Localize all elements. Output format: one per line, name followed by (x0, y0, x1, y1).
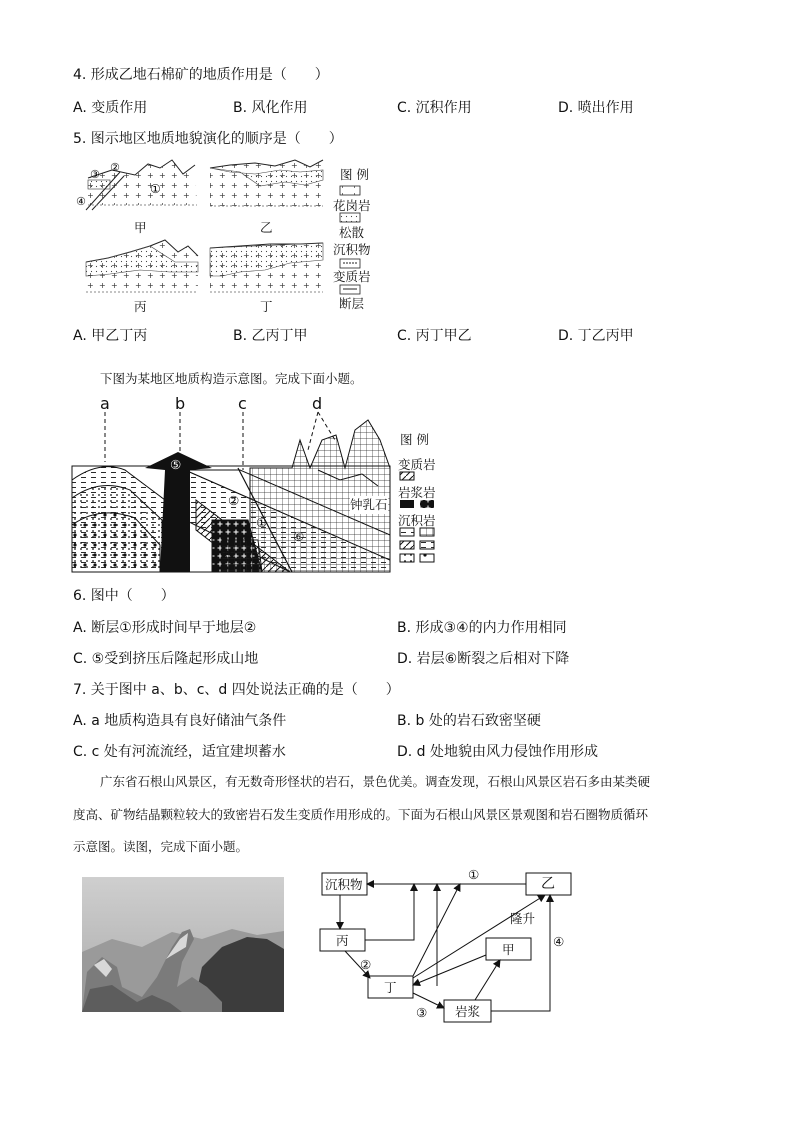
point-d: d (312, 394, 323, 413)
cycle-mark-1: ① (468, 867, 480, 882)
q6-option-b[interactable]: B. 形成③④的内力作用相同 (397, 620, 567, 636)
q5-option-b[interactable]: B. 乙丙丁甲 (233, 328, 308, 344)
q5-option-c[interactable]: C. 丙丁甲乙 (397, 328, 472, 344)
cycle-mark-4: ④ (553, 934, 565, 949)
q7-option-c[interactable]: C. c 处有河流流经，适宜建坝蓄水 (73, 744, 286, 760)
panel-label-yi: 乙 (260, 220, 273, 235)
q5-legend-fault: 断层 (339, 296, 365, 311)
mark-4: ④ (224, 546, 236, 561)
q6-option-a[interactable]: A. 断层①形成时间早于地层② (73, 620, 257, 636)
section3-intro-line1: 广东省石根山风景区，有无数奇形怪状的岩石，景色优美。调查发现，石根山风景区岩石多由某类硬 (100, 774, 651, 789)
q7-option-d[interactable]: D. d 处地貌由风力侵蚀作用形成 (397, 744, 599, 760)
point-a: a (100, 394, 110, 413)
mark-6: ⑥ (293, 529, 305, 544)
jia-mark-1: ① (150, 182, 161, 196)
panel-label-ding: 丁 (260, 299, 273, 314)
q4-option-b[interactable]: B. 风化作用 (233, 100, 308, 116)
q5-legend-loose: 松散 (339, 225, 365, 240)
cycle-magma: 岩浆 (455, 1004, 481, 1019)
section3-intro-line2: 度高、矿物结晶颗粒较大的致密岩石发生变质作用形成的。下面为石根山风景区景观图和岩石圈物质循环 (73, 807, 649, 822)
panel-label-bing: 丙 (134, 299, 147, 314)
point-b: b (175, 394, 186, 413)
cycle-sediment: 沉积物 (325, 877, 363, 892)
q4-option-a[interactable]: A. 变质作用 (73, 100, 148, 116)
q6-option-d[interactable]: D. 岩层⑥断裂之后相对下降 (397, 651, 570, 667)
legend-metamorphic: 变质岩 (398, 457, 436, 472)
cycle-uplift: 隆升 (510, 911, 536, 926)
q5-legend-metamorphic: 变质岩 (333, 269, 371, 284)
q4-option-d[interactable]: D. 喷出作用 (558, 100, 634, 116)
panel-label-jia: 甲 (134, 220, 147, 235)
cycle-mark-3: ③ (416, 1005, 428, 1020)
section2-intro: 下图为某地区地质构造示意图。完成下面小题。 (100, 371, 363, 386)
legend-igneous: 岩浆岩 (398, 485, 436, 500)
q6-stem: 6. 图中（ ） (73, 588, 175, 604)
mark-5: ⑤ (170, 457, 182, 472)
diagram-legend-title: 图 例 (400, 432, 429, 447)
mark-3: ③ (240, 533, 252, 548)
cycle-jia: 甲 (502, 942, 515, 957)
mark-1: ① (256, 515, 268, 530)
q5-option-a[interactable]: A. 甲乙丁丙 (73, 328, 148, 344)
cycle-ding: 丁 (384, 980, 397, 995)
q7-stem: 7. 关于图中 a、b、c、d 四处说法正确的是（ ） (73, 682, 400, 698)
q5-stem: 5. 图示地区地质地貌演化的顺序是（ ） (73, 131, 343, 147)
jia-mark-4: ④ (76, 195, 86, 208)
q7-option-a[interactable]: A. a 地质构造具有良好储油气条件 (73, 713, 287, 729)
q4-stem: 4. 形成乙地石棉矿的地质作用是（ ） (73, 67, 329, 83)
q5-legend-granite: 花岗岩 (333, 198, 371, 213)
q7-option-b[interactable]: B. b 处的岩石致密坚硬 (397, 713, 541, 729)
point-c: c (238, 394, 247, 413)
jia-mark-2: ② (110, 161, 120, 174)
jia-mark-3: ③ (90, 168, 100, 181)
q6-option-c[interactable]: C. ⑤受到挤压后隆起形成山地 (73, 651, 259, 667)
cycle-mark-2: ② (360, 957, 372, 972)
cycle-yi: 乙 (541, 876, 555, 892)
q4-option-c[interactable]: C. 沉积作用 (397, 100, 472, 116)
mark-2: ② (228, 493, 240, 508)
section3-intro-line3: 示意图。读图，完成下面小题。 (73, 839, 249, 854)
q5-legend-sediment: 沉积物 (333, 242, 371, 257)
q5-option-d[interactable]: D. 丁乙丙甲 (558, 328, 634, 344)
cycle-bing: 丙 (336, 933, 349, 948)
legend-sedimentary: 沉积岩 (398, 513, 436, 528)
q5-legend-title: 图 例 (340, 167, 369, 182)
stalactite-label: 钟乳石 (350, 497, 388, 512)
